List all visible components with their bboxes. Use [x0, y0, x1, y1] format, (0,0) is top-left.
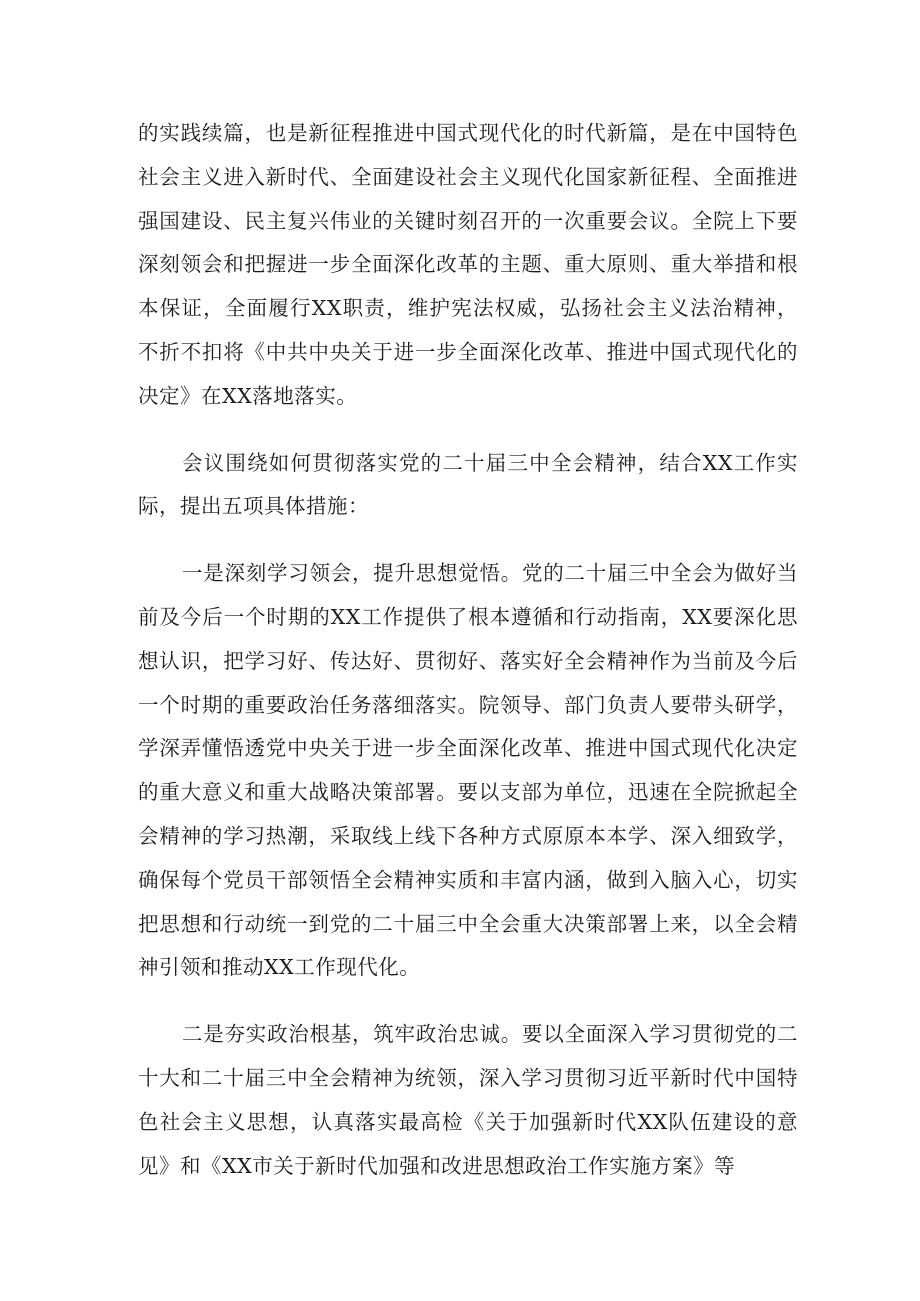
paragraph-meeting-measures: 会议围绕如何贯彻落实党的二十届三中全会精神，结合XX工作实际，提出五项具体措施：	[138, 450, 798, 519]
paragraph-measure-one: 一是深刻学习领会，提升思想觉悟。党的二十届三中全会为做好当前及今后一个时期的XX工作提供了根本遵循和行动指南，XX要深化思想认识，把学习好、传达好、贯彻好、落实好全会精神作为当前及今后一个时期的重要政治任务落细落实。院领导、部门负责人要带头研学，学深弄懂悟透党中央关于进一步全面深化改革、推进中国式现代化决定的重大意义和重大战略决策部署。要以支部为单位，迅速在全院掀起全会精神的学习热潮，采取线上线下各种方式原原本本学、深入细致学，确保每个党员干部领悟全会精神实质和丰富内涵，做到入脑入心，切实把思想和行动统一到党的二十届三中全会重大决策部署上来，以全会精神引领和推动XX工作现代化。	[138, 561, 798, 980]
paragraph-continuation: 的实践续篇，也是新征程推进中国式现代化的时代新篇，是在中国特色社会主义进入新时代、全面建设社会主义现代化国家新征程、全面推进强国建设、民主复兴伟业的关键时刻召开的一次重要会议。全院上下要深刻领会和把握进一步全面深化改革的主题、重大原则、重大举措和根本保证，全面履行XX职责，维护宪法权威，弘扬社会主义法治精神，不折不扣将《中共中央关于进一步全面深化改革、推进中国式现代化的决定》在XX落地落实。	[138, 121, 798, 408]
paragraph-measure-two: 二是夯实政治根基，筑牢政治忠诚。要以全面深入学习贯彻党的二十大和二十届三中全会精神为统领，深入学习贯彻习近平新时代中国特色社会主义思想，认真落实最高检《关于加强新时代XX队伍建设的意见》和《XX市关于新时代加强和改进思想政治工作实施方案》等	[138, 1022, 798, 1178]
document-body	[138, 112, 798, 1188]
